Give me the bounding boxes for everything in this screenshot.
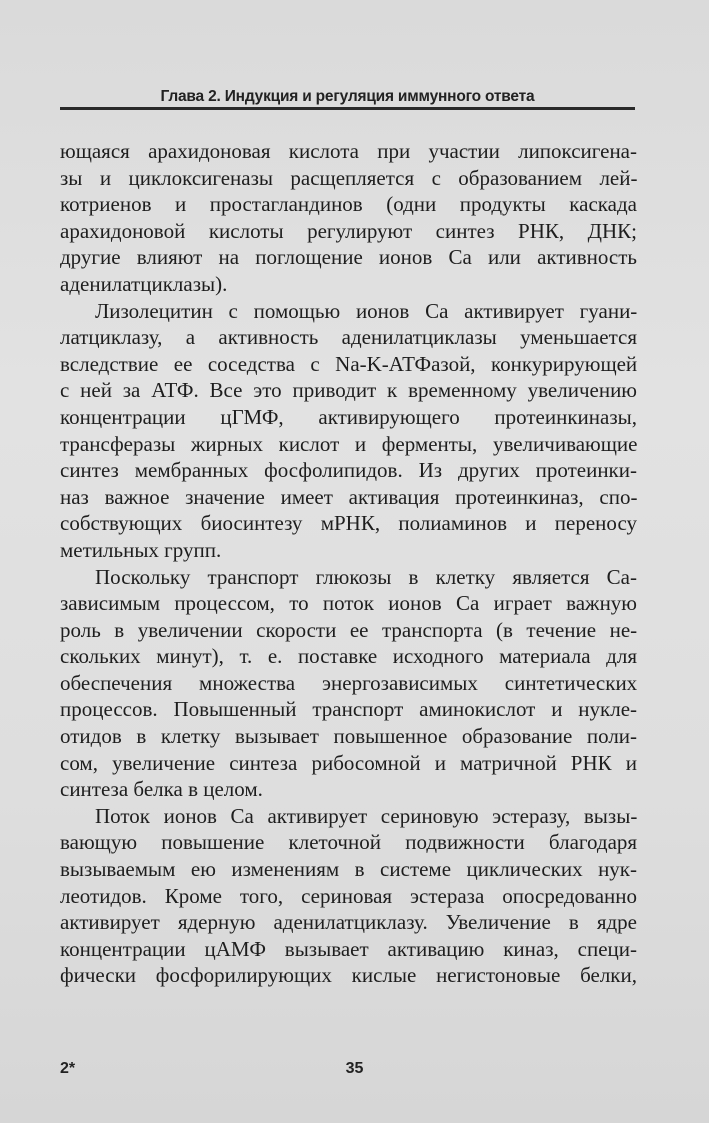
- text-line: синтеза белка в целом.: [60, 777, 263, 802]
- paragraph-4: [60, 803, 637, 989]
- text-line: процессов. Повышенный транспорт аминокислот и нукле-: [60, 697, 638, 722]
- text-line: другие влияют на поглощение ионов Са или активность: [60, 245, 637, 270]
- text-line: синтез мембранных фосфолипидов. Из других протеинки-: [60, 458, 637, 483]
- text-line: котриенов и простагландинов (одни продукты каскада: [60, 192, 637, 217]
- text-line: роль в увеличении скорости ее транспорта (в течение не-: [60, 617, 638, 642]
- paragraph-1: [60, 138, 637, 298]
- text-line: обеспечения множества энергозависимых синтетических: [60, 670, 638, 695]
- running-header: Глава 2. Индукция и регуляция иммунного ответа: [160, 88, 535, 105]
- text-line: отидов в клетку вызывает повышенное образование поли-: [60, 724, 638, 749]
- text-line: метильных групп.: [60, 537, 222, 562]
- text-line: вызываемым ею изменениям в системе циклических нук-: [60, 857, 637, 882]
- text-line: сом, увеличение синтеза рибосомной и матричной РНК и: [60, 750, 637, 775]
- text-line: трансферазы жирных кислот и ферменты, увеличивающие: [60, 431, 638, 456]
- text-line: зы и циклоксигеназы расщепляется с образованием лей-: [60, 165, 638, 190]
- paragraph-2: [60, 298, 637, 564]
- text-line: Поток ионов Са активирует сериновую эстеразу, вызы-: [95, 803, 638, 828]
- text-line: с ней за АТФ. Все это приводит к временному увеличению: [60, 378, 637, 403]
- signature-mark: 2*: [60, 1060, 76, 1077]
- text-line: арахидоновой кислоты регулируют синтез РНК, ДНК;: [60, 218, 637, 243]
- text-line: вследствие ее соседства с Na-K-АТФазой, конкурирующей: [60, 351, 638, 376]
- paragraph-3: [60, 564, 637, 803]
- text-line: ющаяся арахидоновая кислота при участии липоксигена-: [60, 139, 637, 163]
- text-line: Лизолецитин с помощью ионов Са активирует гуани-: [95, 298, 638, 323]
- text-line: Поскольку транспорт глюкозы в клетку является Са-: [95, 564, 637, 589]
- text-line: зависимым процессом, то поток ионов Са играет важную: [60, 591, 637, 616]
- text-line: концентрации цГМФ, активирующего протеинкиназы,: [60, 404, 637, 429]
- text-line: скольких минут), т. е. поставке исходного материала для: [60, 644, 637, 669]
- page-number: 35: [345, 1060, 364, 1077]
- text-line: концентрации цАМФ вызывает активацию киназ, специ-: [60, 936, 637, 961]
- text-line: латциклазу, а активность аденилатциклазы уменьшается: [60, 325, 637, 350]
- text-line: наз важное значение имеет активация протеинкиназ, спо-: [60, 484, 638, 509]
- text-line: собствующих биосинтезу мРНК, полиаминов и переносу: [60, 511, 637, 536]
- text-line: аденилатциклазы).: [60, 271, 228, 296]
- text-line: активирует ядерную аденилатциклазу. Увеличение в ядре: [60, 910, 637, 935]
- text-line: леотидов. Кроме того, сериновая эстераза опосредованно: [60, 883, 637, 908]
- text-line: вающую повышение клеточной подвижности благодаря: [60, 830, 638, 855]
- text-line: фически фосфорилирующих кислые негистоновые белки,: [60, 963, 637, 988]
- body-text: [60, 138, 637, 989]
- header-rule: [60, 107, 635, 110]
